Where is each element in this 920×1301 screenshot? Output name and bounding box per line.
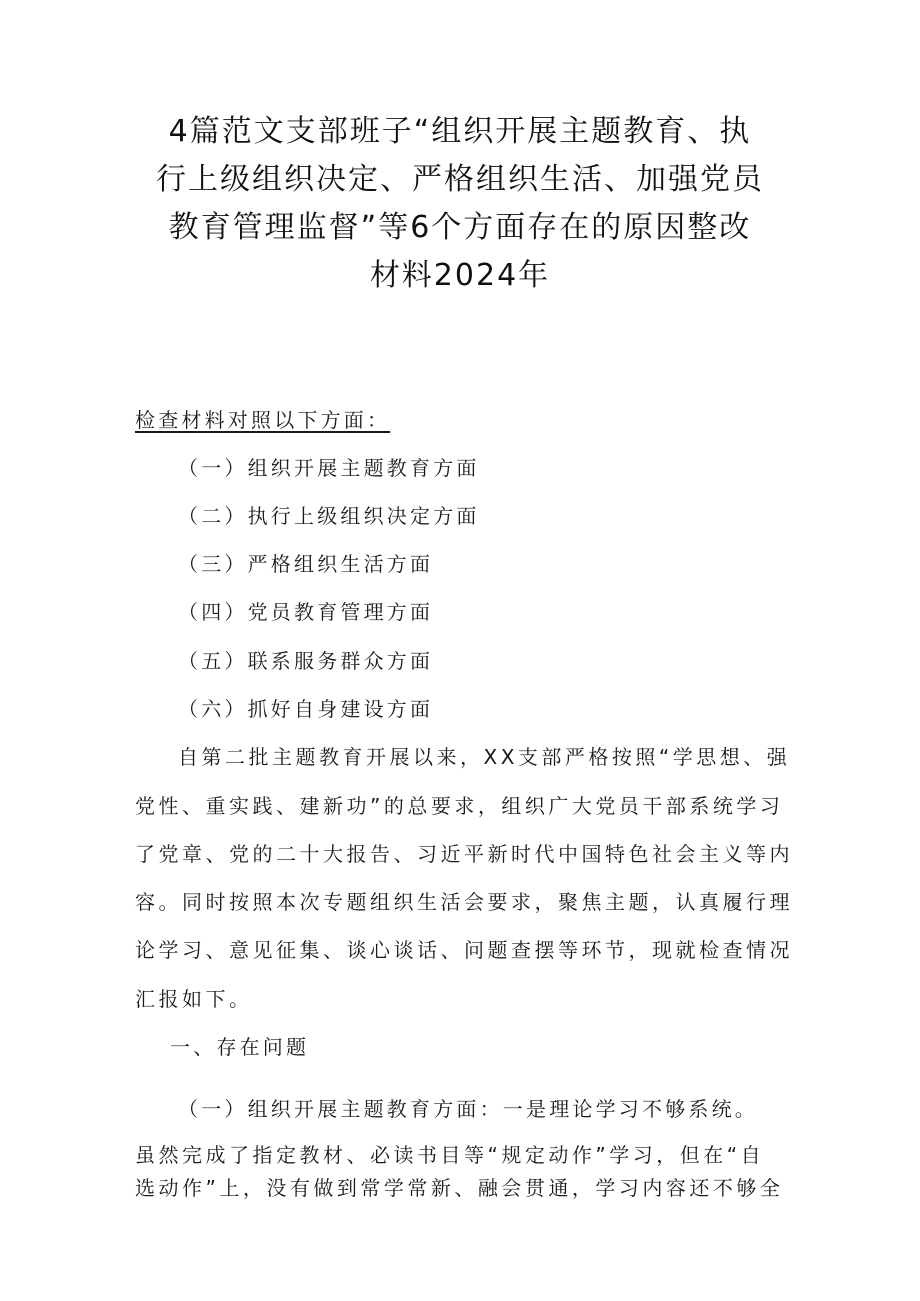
paragraph-line: 党性、重实践、建新功”的总要求，组织广大党员干部系统学习	[135, 794, 784, 818]
title-line: 材料2024年	[369, 258, 551, 293]
checklist-heading: 检查材料对照以下方面：	[135, 408, 391, 432]
section-heading: 一、存在问题	[170, 1035, 310, 1059]
checklist-item: （五）联系服务群众方面	[178, 649, 434, 673]
paragraph-line: 选动作”上，没有做到常学常新、融会贯通，学习内容还不够全	[135, 1176, 784, 1200]
document-title	[150, 108, 770, 300]
subsection-heading: （一）组织开展主题教育方面：一是理论学习不够系统。	[178, 1097, 758, 1121]
checklist-item: （六）抓好自身建设方面	[178, 697, 434, 721]
paragraph-line: 容。同时按照本次专题组织生活会要求，聚焦主题，认真履行理	[135, 890, 793, 914]
checklist-item: （一）组织开展主题教育方面	[178, 456, 480, 480]
checklist-item: （四）党员教育管理方面	[178, 600, 434, 624]
paragraph-line: 了党章、党的二十大报告、习近平新时代中国特色社会主义等内	[135, 842, 793, 866]
checklist-item: （三）严格组织生活方面	[178, 552, 434, 576]
paragraph-line: 汇报如下。	[135, 987, 253, 1011]
title-line: 行上级组织决定、严格组织生活、加强党员	[156, 162, 764, 197]
paragraph-line: 虽然完成了指定教材、必读书目等“规定动作”学习，但在“自	[135, 1143, 765, 1167]
checklist-item: （二）执行上级组织决定方面	[178, 504, 480, 528]
paragraph-line: 自第二批主题教育开展以来，XX支部严格按照“学思想、强	[178, 745, 791, 769]
title-line: 教育管理监督”等6个方面存在的原因整改	[168, 210, 752, 245]
title-line: 4篇范文支部班子“组织开展主题教育、执	[168, 114, 752, 149]
paragraph-line: 论学习、意见征集、谈心谈话、问题查摆等环节，现就检查情况	[135, 938, 793, 962]
